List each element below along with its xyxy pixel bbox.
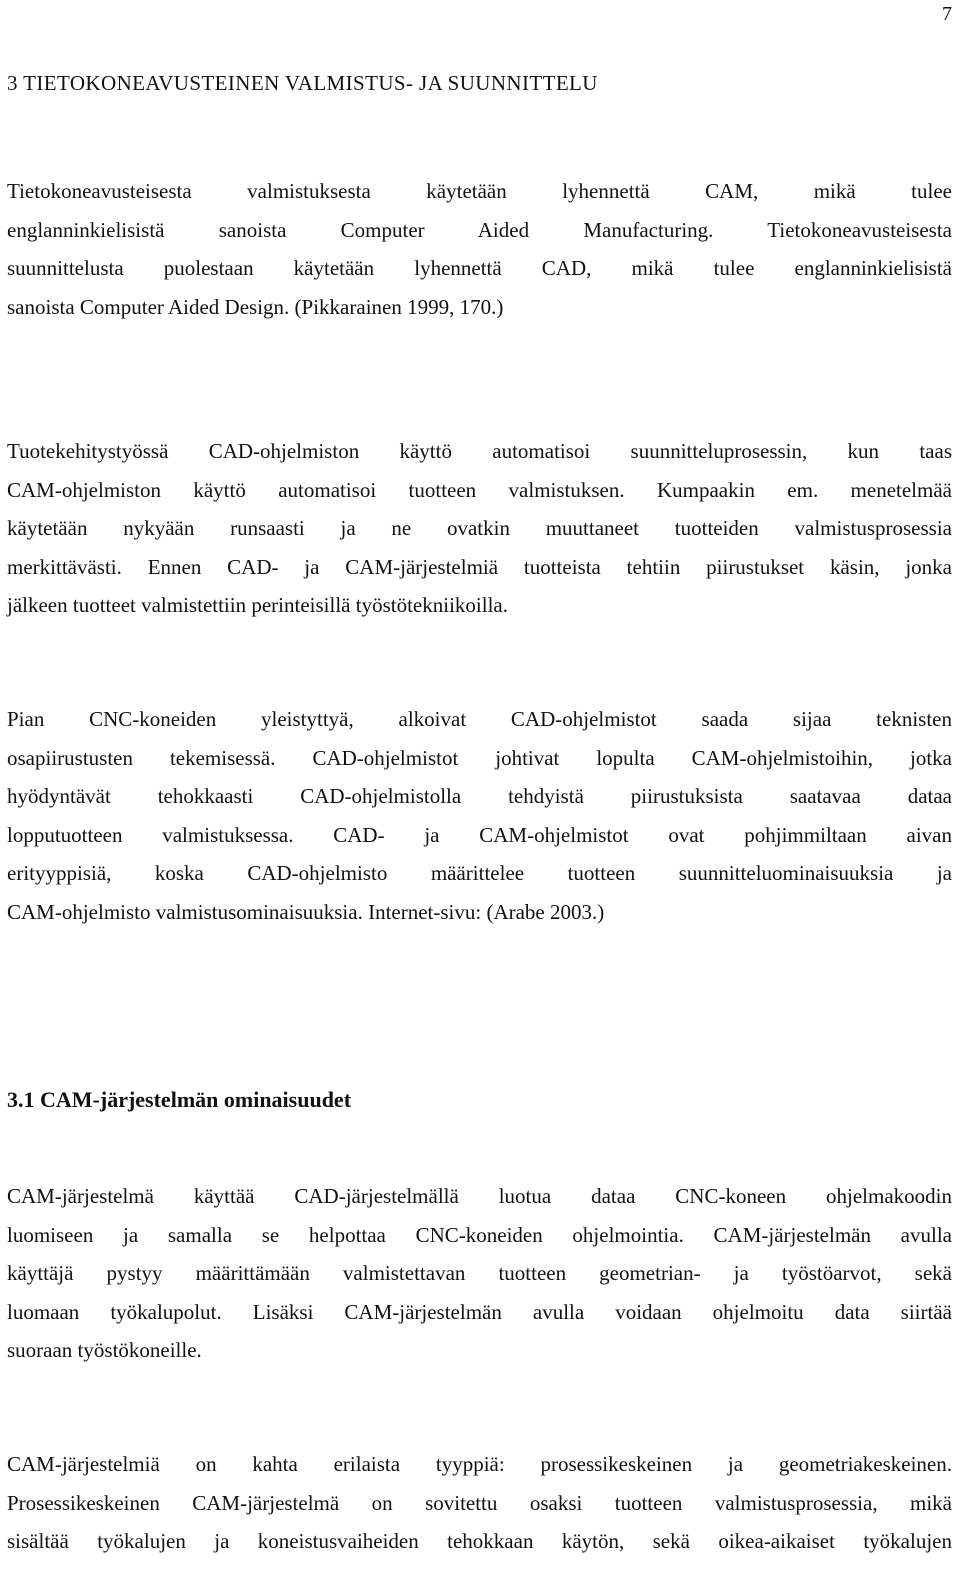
text-line: hyödyntävät tehokkaasti CAD-ohjelmistolla tehdyistä piirustuksista saatavaa dataa <box>7 784 952 809</box>
paragraph-cam-features <box>7 1177 952 1370</box>
text-line: merkittävästi. Ennen CAD- ja CAM-järjestelmiä tuotteista tehtiin piirustukset käsin, jonka <box>7 554 952 579</box>
text-line: Pian CNC-koneiden yleistyttyä, alkoivat CAD-ohjelmistot saada sijaa teknisten <box>7 707 952 731</box>
text-line: luomiseen ja samalla se helpottaa CNC-koneiden ohjelmointia. CAM-järjestelmän avulla <box>7 1222 952 1247</box>
chapter-heading: 3 TIETOKONEAVUSTEINEN VALMISTUS- JA SUUNNITTELU <box>7 71 598 95</box>
text-line: sisältää työkalujen ja koneistusvaiheiden tehokkaan käytön, sekä oikea-aikaiset työkalujen <box>7 1529 952 1554</box>
text-line: Prosessikeskeinen CAM-järjestelmä on sovitettu osaksi tuotteen valmistusprosessia, mikä <box>7 1490 952 1515</box>
text-line: CAM-järjestelmä käyttää CAD-järjestelmällä luotua dataa CNC-koneen ohjelmakoodin <box>7 1184 952 1208</box>
text-line: Tuotekehitystyössä CAD-ohjelmiston käyttö automatisoi suunnitteluprosessin, kun taas <box>7 439 952 463</box>
text-line: CAM-ohjelmiston käyttö automatisoi tuotteen valmistuksen. Kumpaakin em. menetelmää <box>7 477 952 502</box>
paragraph-cam-cad-definitions <box>7 172 952 326</box>
text-line: sanoista Computer Aided Design. (Pikkarainen 1999, 170.) <box>7 294 504 319</box>
text-line: jälkeen tuotteet valmistettiin perinteisillä työstötekniikoilla. <box>7 593 508 618</box>
text-line: osapiirustusten tekemisessä. CAD-ohjelmistot johtivat lopulta CAM-ohjelmistoihin, jotka <box>7 745 952 770</box>
text-line: englanninkielisistä sanoista Computer Aided Manufacturing. Tietokoneavusteisesta <box>7 217 952 242</box>
paragraph-cam-types <box>7 1445 952 1561</box>
text-line: Tietokoneavusteisesta valmistuksesta käytetään lyhennettä CAM, mikä tulee <box>7 179 952 203</box>
text-line: suoraan työstökoneille. <box>7 1338 202 1363</box>
text-line: erityyppisiä, koska CAD-ohjelmisto määrittelee tuotteen suunnitteluominaisuuksia ja <box>7 861 952 886</box>
text-line: käyttäjä pystyy määrittämään valmistettavan tuotteen geometrian- ja työstöarvot, sekä <box>7 1261 952 1286</box>
paragraph-cnc-history <box>7 700 952 932</box>
section-heading: 3.1 CAM-järjestelmän ominaisuudet <box>7 1087 352 1112</box>
text-line: luomaan työkalupolut. Lisäksi CAM-järjestelmän avulla voidaan ohjelmoitu data siirtää <box>7 1299 952 1324</box>
text-line: CAM-järjestelmiä on kahta erilaista tyyppiä: prosessikeskeinen ja geometriakeskeinen. <box>7 1452 952 1476</box>
text-line: CAM-ohjelmisto valmistusominaisuuksia. Internet-sivu: (Arabe 2003.) <box>7 899 605 924</box>
paragraph-product-development <box>7 432 952 625</box>
text-line: lopputuotteen valmistuksessa. CAD- ja CAM-ohjelmistot ovat pohjimmiltaan aivan <box>7 822 952 847</box>
text-line: käytetään nykyään runsaasti ja ne ovatkin muuttaneet tuotteiden valmistusprosessia <box>7 516 952 541</box>
page-number: 7 <box>942 3 952 25</box>
text-line: suunnittelusta puolestaan käytetään lyhennettä CAD, mikä tulee englanninkielisistä <box>7 256 952 281</box>
